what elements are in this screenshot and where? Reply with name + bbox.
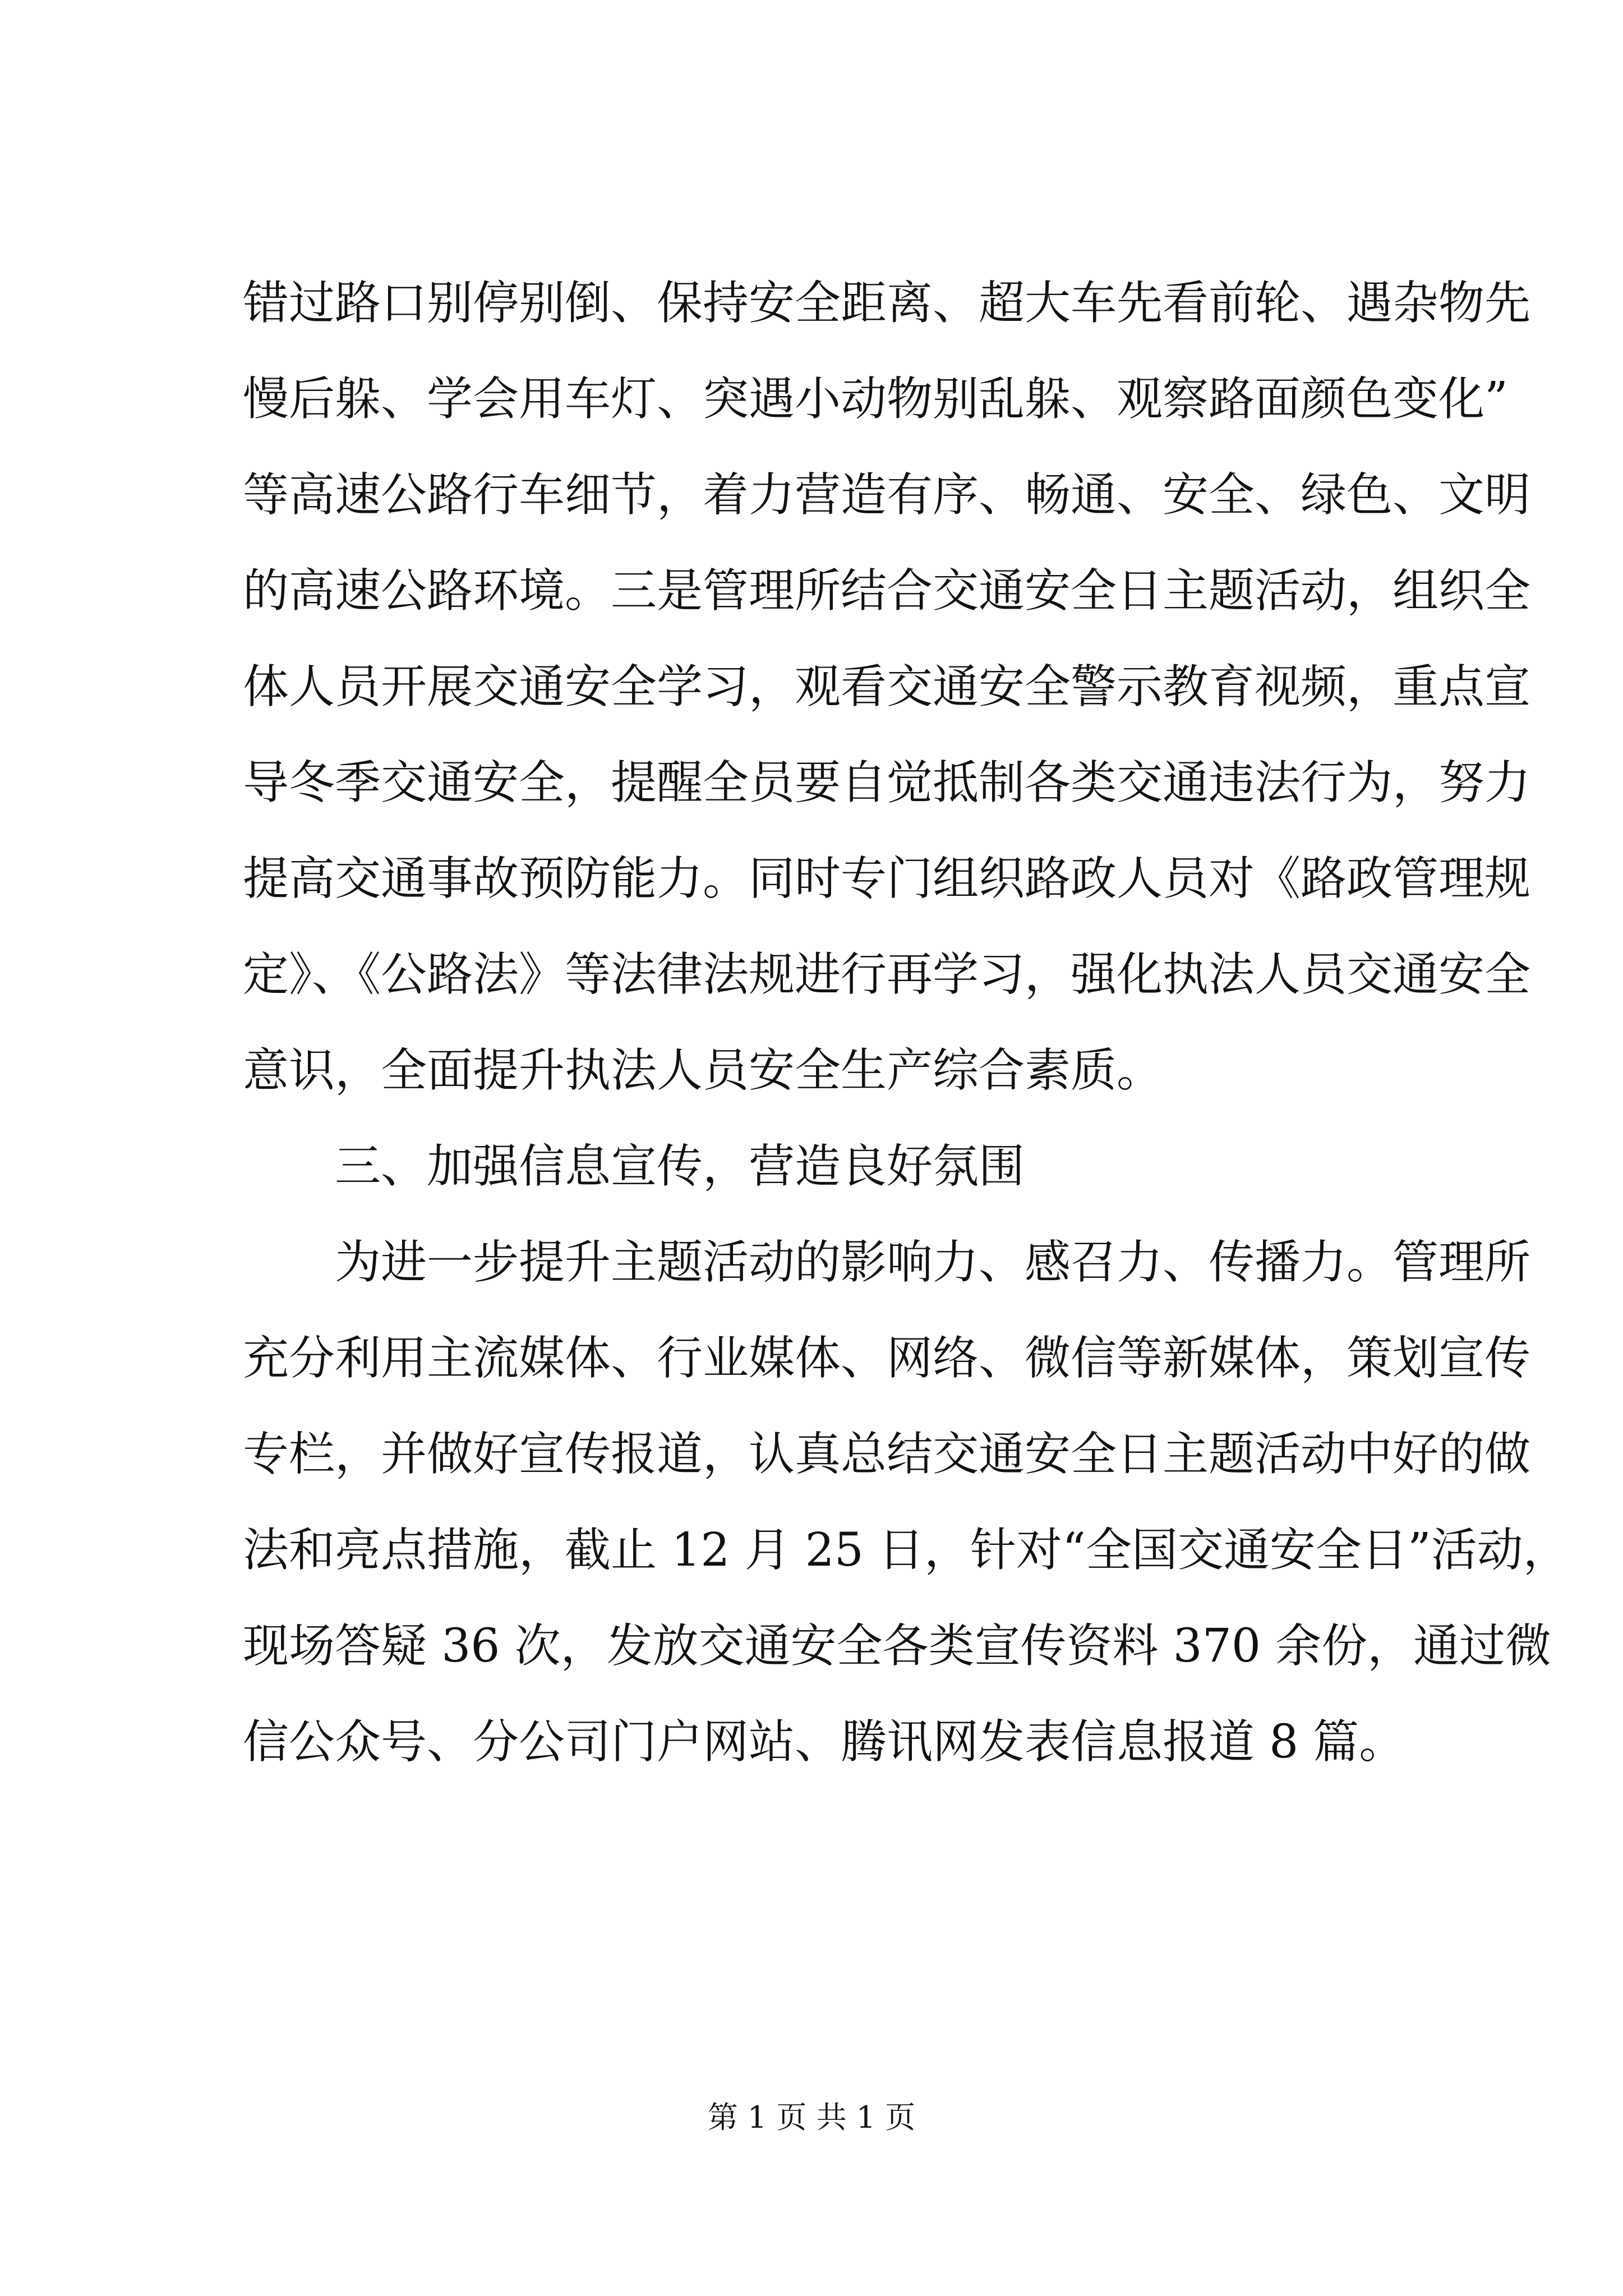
text-line: 提高交通事故预防能力。同时专门组织路政人员对《路政管理规: [243, 852, 1531, 905]
text-line: 导冬季交通安全，提醒全员要自觉抵制各类交通违法行为，努力: [243, 756, 1531, 809]
text-line: 慢后躲、学会用车灯、突遇小动物别乱躲、观察路面颜色变化”: [243, 372, 1508, 426]
text-line: 现场答疑 36 次，发放交通安全各类宣传资料 370 余份，通过微: [243, 1619, 1552, 1673]
text-line: 的高速公路环境。三是管理所结合交通安全日主题活动，组织全: [243, 564, 1531, 618]
text-line: 充分利用主流媒体、行业媒体、网络、微信等新媒体，策划宣传: [243, 1332, 1531, 1385]
text-line: 意识，全面提升执法人员安全生产综合素质。: [243, 1044, 1163, 1097]
text-line: 错过路口别停别倒、保持安全距离、超大车先看前轮、遇杂物先: [243, 277, 1531, 330]
text-line: 法和亮点措施，截止 12 月 25 日，针对“全国交通安全日”活动，: [243, 1524, 1569, 1577]
section-heading: 三、加强信息宣传，营造良好氛围: [335, 1140, 1025, 1193]
page-number-footer: 第 1 页 共 1 页: [707, 2100, 916, 2135]
text-line: 等高速公路行车细节，着力营造有序、畅通、安全、绿色、文明: [243, 468, 1531, 522]
text-line: 为进一步提升主题活动的影响力、感召力、传播力。管理所: [335, 1236, 1531, 1289]
text-line: 信公众号、分公司门户网站、腾讯网发表信息报道 8 篇。: [243, 1715, 1405, 1769]
text-line: 体人员开展交通安全学习，观看交通安全警示教育视频，重点宣: [243, 660, 1531, 714]
document-body: [243, 255, 1569, 1790]
text-line: 定》、《公路法》等法律法规进行再学习，强化执法人员交通安全: [243, 948, 1531, 1001]
text-line: 专栏，并做好宣传报道，认真总结交通安全日主题活动中好的做: [243, 1428, 1531, 1481]
